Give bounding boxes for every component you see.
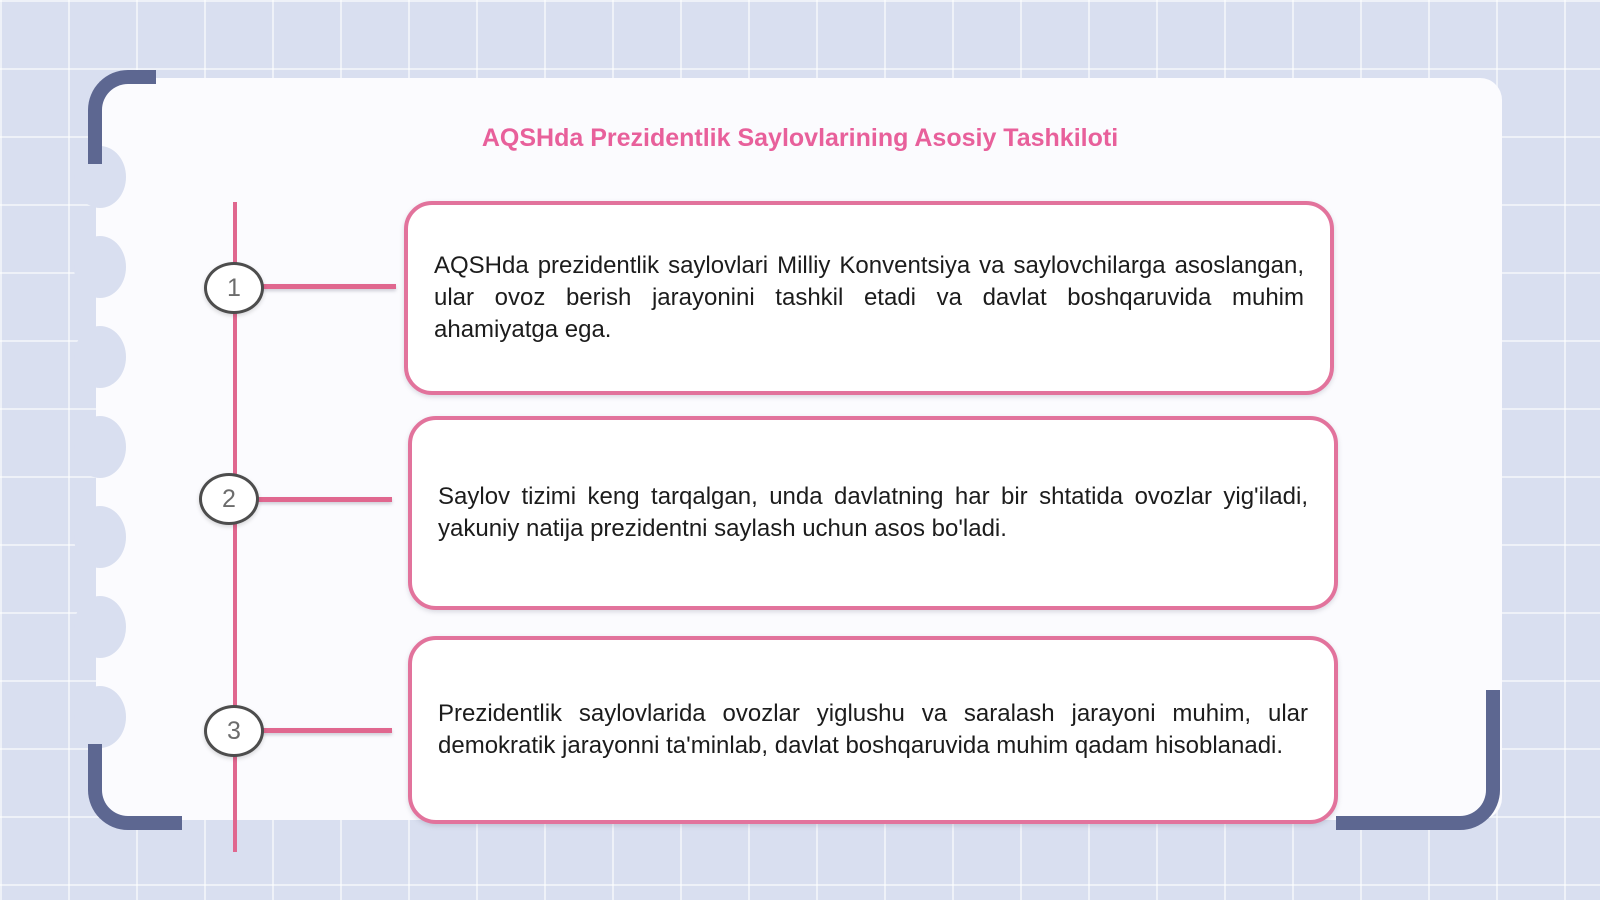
- step-card-text: AQSHda prezidentlik saylovlari Milliy Konventsiya va saylovchilarga asoslangan, ular ovoz berish jarayonini tashkil etadi va davlat boshqaruvida muhim ahamiyatga ega.: [434, 252, 1304, 343]
- step-card-text: Saylov tizimi keng tarqalgan, unda davlatning har bir shtatida ovozlar yig'iladi, yakuniy natija prezidentni saylash uchun asos bo'ladi.: [438, 483, 1308, 542]
- step-card: [408, 416, 1338, 610]
- step-number-badge: 1: [204, 262, 264, 314]
- step-card-text: Prezidentlik saylovlarida ovozlar yiglushu va saralash jarayoni muhim, ular demokratik jarayonni ta'minlab, davlat boshqaruvida muhim qadam hisoblanadi.: [438, 700, 1308, 759]
- step-card: [404, 201, 1334, 395]
- step-number-badge: 3: [204, 705, 264, 757]
- frame-corner-bottom-right: [1336, 690, 1500, 830]
- step-number-badge: 2: [199, 473, 259, 525]
- timeline-connector: [262, 284, 396, 289]
- paper-notch: [74, 686, 126, 748]
- paper-notch: [74, 326, 126, 388]
- frame-corner-bottom-left: [88, 744, 182, 830]
- timeline-connector: [262, 728, 392, 733]
- paper-notch: [74, 506, 126, 568]
- step-card: [408, 636, 1338, 824]
- paper-notch: [74, 596, 126, 658]
- paper-notch: [74, 416, 126, 478]
- timeline-connector: [258, 497, 392, 502]
- paper-notch: [74, 236, 126, 298]
- slide-title: AQSHda Prezidentlik Saylovlarining Asosiy Tashkiloti: [481, 124, 1119, 152]
